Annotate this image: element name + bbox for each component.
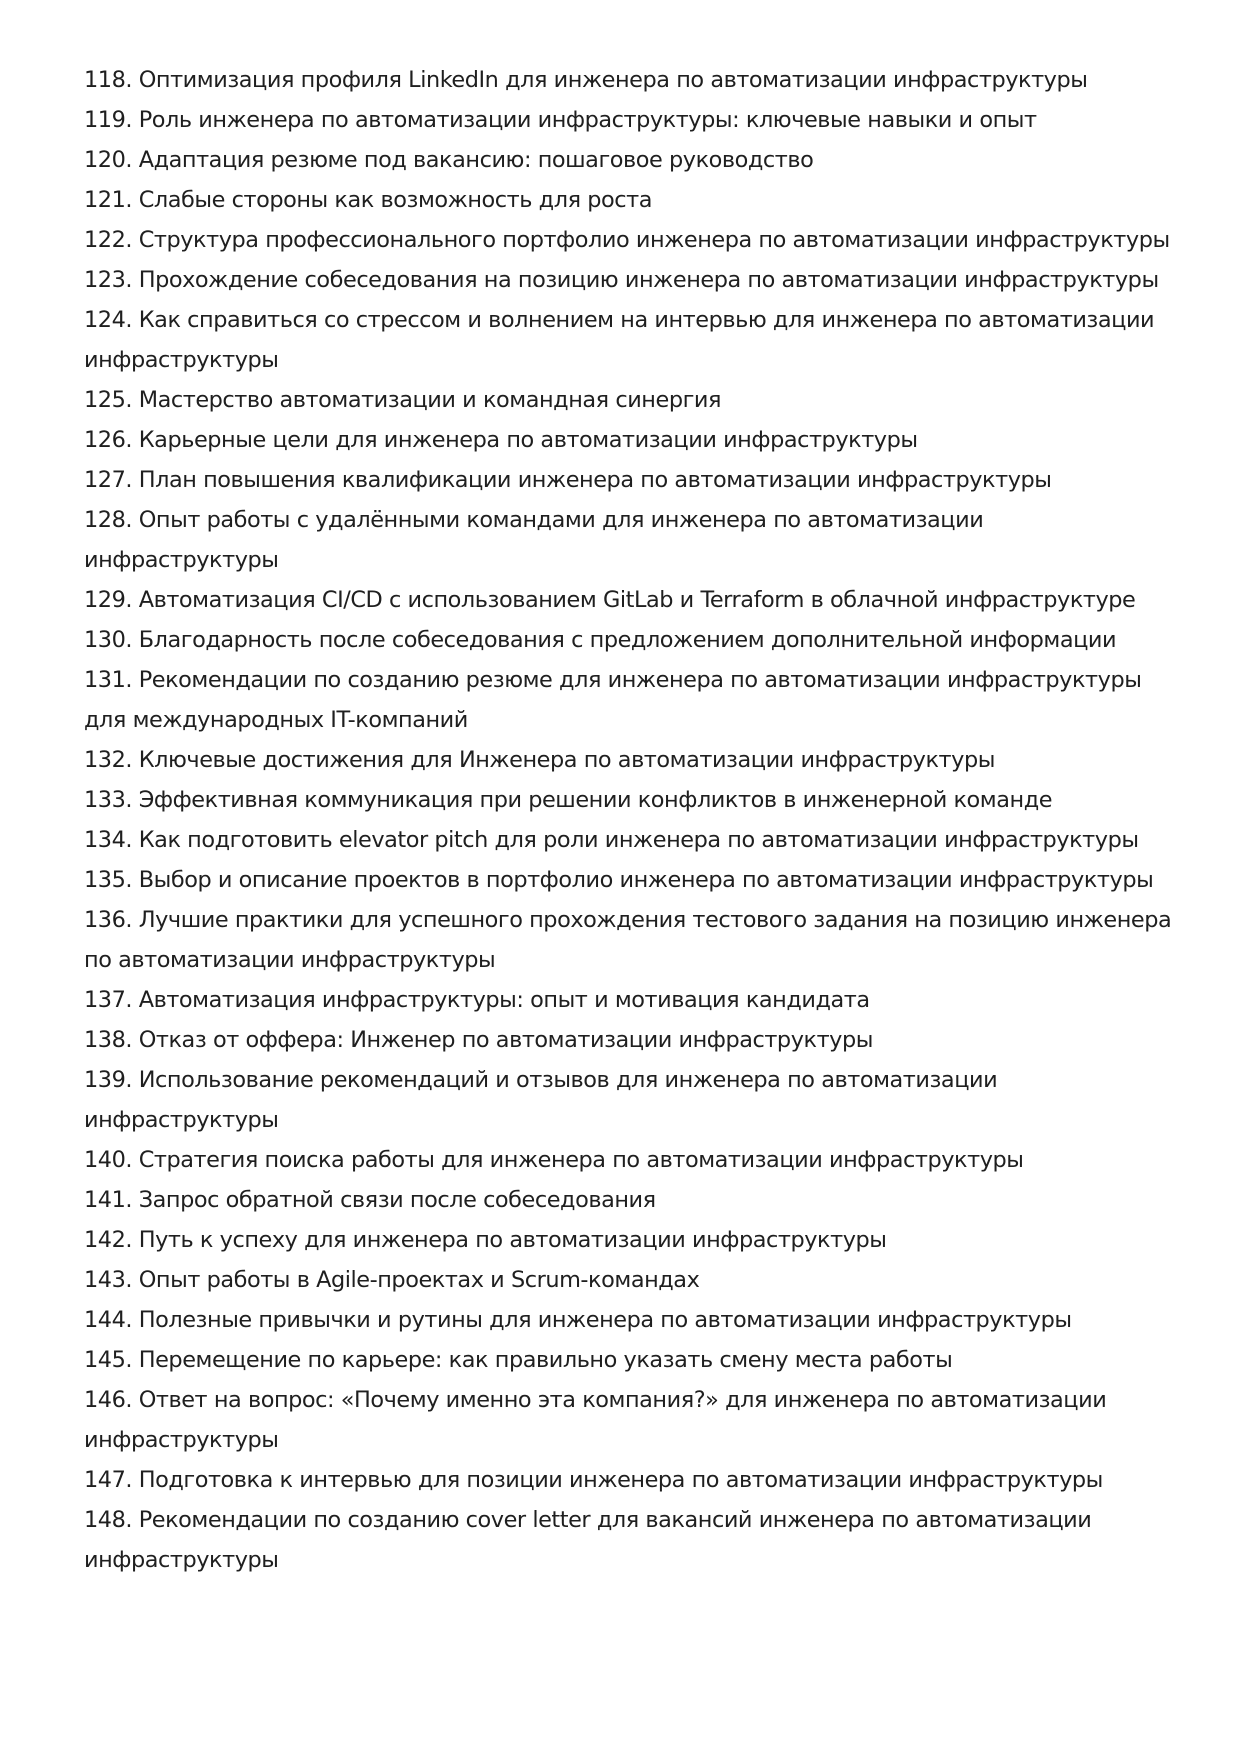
list-item: 133. Эффективная коммуникация при решении конфликтов в инженерной команде — [84, 787, 1053, 813]
list-item: 123. Прохождение собеседования на позицию инженера по автоматизации инфраструктуры — [84, 267, 1159, 293]
list-item: 138. Отказ от оффера: Инженер по автоматизации инфраструктуры — [84, 1027, 873, 1053]
list-item: 120. Адаптация резюме под вакансию: пошаговое руководство — [84, 147, 814, 173]
list-item: 121. Слабые стороны как возможность для роста — [84, 187, 652, 213]
list-item: 141. Запрос обратной связи после собеседования — [84, 1187, 656, 1213]
list-item: 137. Автоматизация инфраструктуры: опыт и мотивация кандидата — [84, 987, 870, 1013]
list-item: 143. Опыт работы в Agile-проектах и Scrum-командах — [84, 1267, 700, 1293]
list-item: 147. Подготовка к интервью для позиции инженера по автоматизации инфраструктуры — [84, 1467, 1103, 1493]
list-item: 139. Использование рекомендаций и отзывов для инженера по автоматизации инфраструктуры — [84, 1067, 998, 1133]
list-item: 135. Выбор и описание проектов в портфолио инженера по автоматизации инфраструктуры — [84, 867, 1154, 893]
list-item: 144. Полезные привычки и рутины для инженера по автоматизации инфраструктуры — [84, 1307, 1072, 1333]
list-item: 148. Рекомендации по созданию cover letter для вакансий инженера по автоматизации инфраструктуры — [84, 1507, 1092, 1573]
list-item: 118. Оптимизация профиля LinkedIn для инженера по автоматизации инфраструктуры — [84, 67, 1088, 93]
list-item: 136. Лучшие практики для успешного прохождения тестового задания на позицию инженера по автоматизации инфраструктуры — [84, 907, 1172, 973]
list-item: 145. Перемещение по карьере: как правильно указать смену места работы — [84, 1347, 953, 1373]
list-item: 122. Структура профессионального портфолио инженера по автоматизации инфраструктуры — [84, 227, 1170, 253]
list-item: 134. Как подготовить elevator pitch для роли инженера по автоматизации инфраструктуры — [84, 827, 1139, 853]
list-item: 119. Роль инженера по автоматизации инфраструктуры: ключевые навыки и опыт — [84, 107, 1037, 133]
list-item: 142. Путь к успеху для инженера по автоматизации инфраструктуры — [84, 1227, 887, 1253]
list-item: 124. Как справиться со стрессом и волнением на интервью для инженера по автоматизации инфраструктуры — [84, 307, 1155, 373]
list-item: 128. Опыт работы с удалёнными командами для инженера по автоматизации инфраструктуры — [84, 507, 984, 573]
list-item: 130. Благодарность после собеседования с предложением дополнительной информации — [84, 627, 1117, 653]
list-item: 146. Ответ на вопрос: «Почему именно эта компания?» для инженера по автоматизации инфраструктуры — [84, 1387, 1107, 1453]
list-item: 140. Стратегия поиска работы для инженера по автоматизации инфраструктуры — [84, 1147, 1024, 1173]
list-item: 132. Ключевые достижения для Инженера по автоматизации инфраструктуры — [84, 747, 995, 773]
list-item: 127. План повышения квалификации инженера по автоматизации инфраструктуры — [84, 467, 1052, 493]
list-item: 131. Рекомендации по созданию резюме для инженера по автоматизации инфраструктуры для международных IT-компаний — [84, 667, 1142, 733]
list-item: 129. Автоматизация CI/CD с использованием GitLab и Terraform в облачной инфраструктуре — [84, 587, 1136, 613]
list-item: 126. Карьерные цели для инженера по автоматизации инфраструктуры — [84, 427, 918, 453]
topic-list — [84, 60, 1174, 1580]
list-item: 125. Мастерство автоматизации и командная синергия — [84, 387, 722, 413]
